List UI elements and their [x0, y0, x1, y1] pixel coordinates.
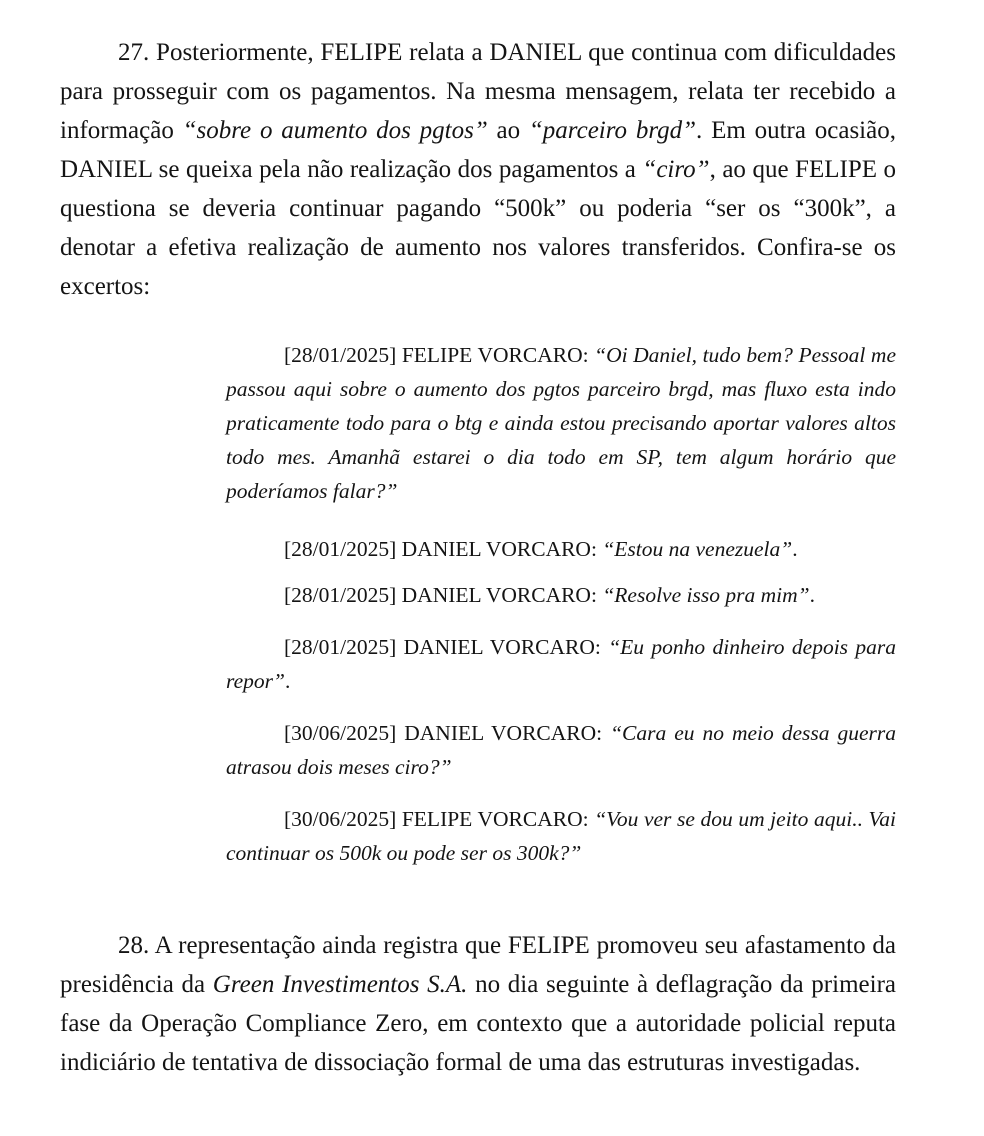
para28-text-2: no dia seguinte à deflagração da primeira fase da Operação Compliance Zero, em contexto que a autoridade policial reputa indiciário de tentativa de dissociação formal de uma das estruturas investigadas. — [60, 971, 896, 1076]
para28-text-1: 28. A representação ainda registra que FELIPE promoveu seu afastamento da presidência da — [60, 932, 896, 998]
para27-quote-ciro: “ciro” — [642, 156, 710, 183]
quote-6 — [226, 802, 896, 870]
quote-1 — [226, 338, 896, 508]
quote-3-message: “Resolve isso pra mim” — [602, 583, 810, 607]
para27-text-2: ao — [487, 117, 529, 144]
quote-4 — [226, 630, 896, 698]
quote-4-meta: [28/01/2025] DANIEL VORCARO: — [284, 635, 609, 659]
quote-2-meta: [28/01/2025] DANIEL VORCARO: — [284, 537, 603, 561]
paragraph-28 — [60, 926, 896, 1082]
quote-2-message: “Estou na venezuela” — [602, 537, 793, 561]
para27-text-3: . Em outra ocasião, DANIEL se queixa pela não realização dos pagamentos a — [60, 117, 896, 183]
quote-2 — [226, 532, 896, 566]
quote-5 — [226, 716, 896, 784]
quote-1-meta: [28/01/2025] FELIPE VORCARO: — [284, 343, 595, 367]
para27-quote-aumento: “sobre o aumento dos pgtos” — [182, 117, 488, 144]
quote-3-meta: [28/01/2025] DANIEL VORCARO: — [284, 583, 603, 607]
quote-6-message: “Vou ver se dou um jeito aqui.. Vai continuar os 500k ou pode ser os 300k?” — [226, 807, 896, 865]
quote-4-message: “Eu ponho dinheiro depois para repor” — [226, 635, 896, 693]
para27-text-1: 27. Posteriormente, FELIPE relata a DANIEL que continua com dificuldades para prosseguir com os pagamentos. Na mesma mensagem, relata ter recebido a informação — [60, 39, 896, 144]
quote-4-end: . — [284, 669, 291, 693]
para27-text-4: , ao que FELIPE o questiona se deveria continuar pagando “500k” ou poderia “ser os “300k”, a denotar a efetiva realização de aumento nos valores transferidos. Confira-se os excertos: — [60, 156, 897, 300]
quote-6-meta: [30/06/2025] FELIPE VORCARO: — [284, 807, 595, 831]
quote-3-end: . — [809, 583, 815, 607]
quote-3 — [226, 578, 896, 612]
quote-2-end: . — [792, 537, 798, 561]
quote-5-meta: [30/06/2025] DANIEL VORCARO: — [284, 721, 611, 745]
quote-1-message: “Oi Daniel, tudo bem? Pessoal me passou aqui sobre o aumento dos pgtos parceiro brgd, mas fluxo esta indo praticamente todo para o btg e ainda estou precisando aportar valores altos todo mes. Amanhã estarei o dia todo em SP, tem algum horário que poderíamos falar?” — [226, 343, 897, 503]
para28-company-name: Green Investimentos S.A. — [212, 971, 468, 998]
paragraph-27 — [60, 33, 896, 306]
quote-5-message: “Cara eu no meio dessa guerra atrasou dois meses ciro?” — [226, 721, 896, 779]
para27-quote-parceiro: “parceiro brgd” — [528, 117, 697, 144]
